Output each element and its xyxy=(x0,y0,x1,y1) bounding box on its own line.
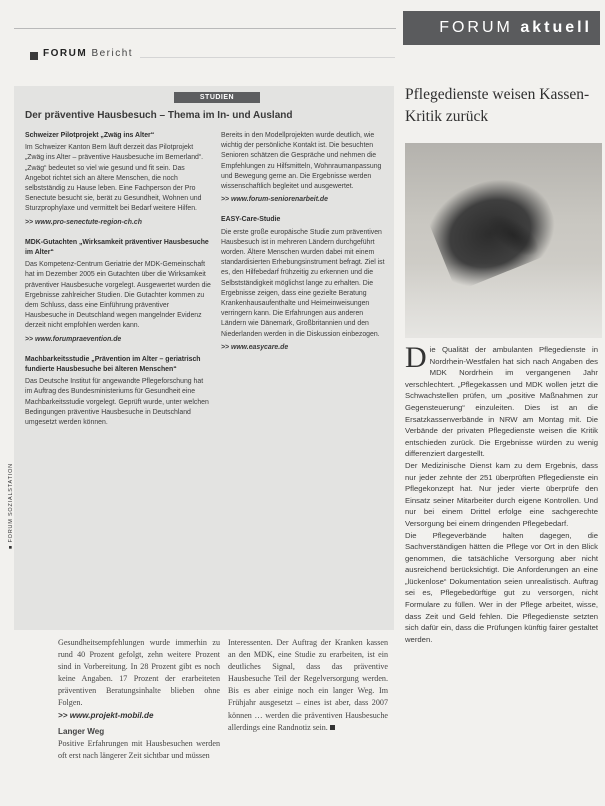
article-paragraph: Der Medizinische Dienst kam zu dem Ergebnis, dass nur jeder zehnte der 251 überprüften Pflegedienste ein Pflegekonzept hat. Nur jeder vierte überprüfe den Einsatz seiner Mitarbeiter durch eigene Kontrollen. Und nur bei einem Drittel erfolge eine sachgerechte Versorgung bei einem dringenden Pflegebedarf. xyxy=(405,460,598,528)
study-text: Im Schweizer Kanton Bern läuft derzeit das Pilotprojekt „Zwäg ins Alter – präventive Hausbesuche im Bernerland“. „Zwäg“ bedeutet so viel wie gesund und fit sein. Das Angebot richtet sich an ältere Menschen, die noch selbstständig zu Hause leben. Eine Fachperson der Pro Senectute besucht sie, berät zu Gesundheit, Wohnen und Sturzprophylaxe und vermittelt bei Bedarf weitere Hilfen. xyxy=(25,144,204,213)
study-text: Bereits in den Modellprojekten wurde deutlich, wie wichtig der persönliche Kontakt ist. Die besuchten Senioren schätzen die Gespräche und nehmen die Empfehlungen zu Hilfsmitteln, Wohnraumanpassung und Bewegung gerne an. Die Ergebnisse werden wissenschaftlich begleitet und ausgewertet. xyxy=(221,132,382,191)
study-title: Schweizer Pilotprojekt „Zwäg ins Alter“ xyxy=(25,132,155,139)
infobox-title: Der präventive Hausbesuch – Thema im In- und Ausland xyxy=(25,110,293,121)
section-rule xyxy=(140,57,395,58)
body-column-left xyxy=(58,637,220,762)
body-paragraph: Interessenten. Der Auftrag der Kranken kassen an den MDK, eine Studie zu erarbeiten, ist ein deutliches Signal, dass das präventive Hausbesuche Teil der Regelversorgung werden. Bis es aber einige noch ein langer Weg. Im Frühjahr ausgesetzt – eines ist aber, dass 2007 können … werden die präventiven Hausbesuche allerdings eine Randnotiz sein. xyxy=(228,638,388,732)
body-paragraph: Gesundheitsempfehlungen wurde immerhin zu rund 40 Prozent gefolgt, zehn weitere Prozent sind in Vorbereitung. In 28 Prozent gibt es noch keine Angaben. 17 Prozent der erarbeiteten präventiven Beratungsinhalte blieben ohne Folgen. xyxy=(58,638,220,708)
infobox-left-column xyxy=(25,131,211,430)
article-paragraph: Die Pflegeverbände halten dagegen, die Sachverständigen hätten die Pflege vor Ort in den Blick genommen, die tatsächliche Versorgung aber nicht ausreichend berücksichtigt. Die Anforderungen an eine „lückenlose“ Dokumentation seien unrealistisch. Auftrag sei es, Pflegebedürftige gut zu versorgen, nicht Formulare zu füllen. Wer in der Pflege arbeitet, wisse, dass Zeit und Geld fehlen. Die Pflegedienste setzten sich dafür ein, dass die Prüfungen künftig fairer gestaltet werden. xyxy=(405,530,598,644)
body-link[interactable]: >> www.projekt-mobil.de xyxy=(58,710,154,720)
section-square-icon xyxy=(30,52,38,60)
study-title: Machbarkeitsstudie „Prävention im Alter – geriatrisch fundierte Hausbesuche bei älteren Menschen“ xyxy=(25,355,201,374)
study-link[interactable]: >> www.easycare.de xyxy=(221,343,289,351)
section-label-rest: Bericht xyxy=(91,48,134,59)
forum-aktuell-badge xyxy=(403,11,600,45)
section-label-bold: FORUM xyxy=(43,48,88,59)
photo-floor-shape xyxy=(405,263,602,338)
study-link[interactable]: >> www.pro-senectute-region-ch.ch xyxy=(25,218,142,226)
body-paragraph: Positive Erfahrungen mit Hausbesuchen werden oft erst nach längerer Zeit sichtbar und müssen xyxy=(58,738,220,760)
study-text: Das Deutsche Institut für angewandte Pflegeforschung hat im Auftrag des Bundesministeriums für Gesundheit eine Machbarkeitsstudie vorgelegt. Geprüft wurde, unter welchen Bedingungen präventive Hausbesuche in Deutschland umgesetzt werden können. xyxy=(25,378,209,427)
study-link[interactable]: >> www.forum-seniorenarbeit.de xyxy=(221,196,328,204)
subheading: Langer Weg xyxy=(58,726,105,736)
badge-strong: aktuell xyxy=(520,19,592,36)
header-rule xyxy=(14,28,396,29)
article-paragraph: ie Qualität der ambulanten Pflegedienste in Nordrhein-Westfalen hat sich nach Angaben des MDK Nordrhein im vergangenen Jahr verschlechtert. „Pflegekassen und MDK wollen jetzt die Schwachstellen prüfen, um „positive Maßnahmen zur Gegensteuerung“ einzuleiten. Dies ist an die Ersatzkassenverbände in NRW am Montag mit. Die Verbände der privaten Pflegedienste weisen die Kritik entschieden zurück. Die Ergebnisse würden zu wenig differenziert dargestellt. xyxy=(405,345,598,459)
study-link[interactable]: >> www.forumpraevention.de xyxy=(25,335,122,343)
study-title: MDK-Gutachten „Wirksamkeit präventiver Hausbesuche im Alter“ xyxy=(25,238,209,257)
section-label xyxy=(43,48,133,59)
article-text xyxy=(405,341,598,645)
study-title: EASY-Care-Studie xyxy=(221,216,281,224)
badge-main: FORUM xyxy=(439,19,513,36)
infobox-right-column xyxy=(221,131,386,363)
study-text: Das Kompetenz-Centrum Geriatrie der MDK-Gemeinschaft hat im Dezember 2005 ein Gutachten über die Wirksamkeit präventiver Hausbesuche vorgelegt. Ausgewertet wurden die Ergebnisse zahlreicher Studien. Die Gutachter kommen zu dem Schluss, dass eine Einführung präventiver Hausbesuche in Deutschland wegen mangelnder Evidenz derzeit nicht empfohlen werden kann. xyxy=(25,261,211,330)
end-square-icon xyxy=(330,725,335,730)
study-text: Die erste große europäische Studie zum präventiven Hausbesuch ist in mehreren Ländern durchgeführt worden. Ältere Menschen wurden dabei mit einem standardisierten Erhebungsinstrument befragt. Ziel ist es, den Hilfebedarf frühzeitig zu erkennen und die Selbstständigkeit möglichst lange zu erhalten. Die Ergebnisse zeigen, dass eine gezielte Beratung Krankenhausaufenthalte und Heimeinweisungen verringern kann. Die Erfahrungen aus anderen Ländern wie Dänemark, Großbritannien und den Niederlanden werden in die Diskussion einbezogen. xyxy=(221,228,385,338)
article-headline: Pflegedienste weisen Kassen-Kritik zurück xyxy=(405,86,590,125)
body-column-right xyxy=(228,637,388,734)
article-photo xyxy=(405,143,602,338)
studien-tag: STUDIEN xyxy=(174,92,260,103)
drop-cap: D xyxy=(405,341,427,374)
side-label: ■ FORUM SOZIALSTATION xyxy=(8,463,14,549)
